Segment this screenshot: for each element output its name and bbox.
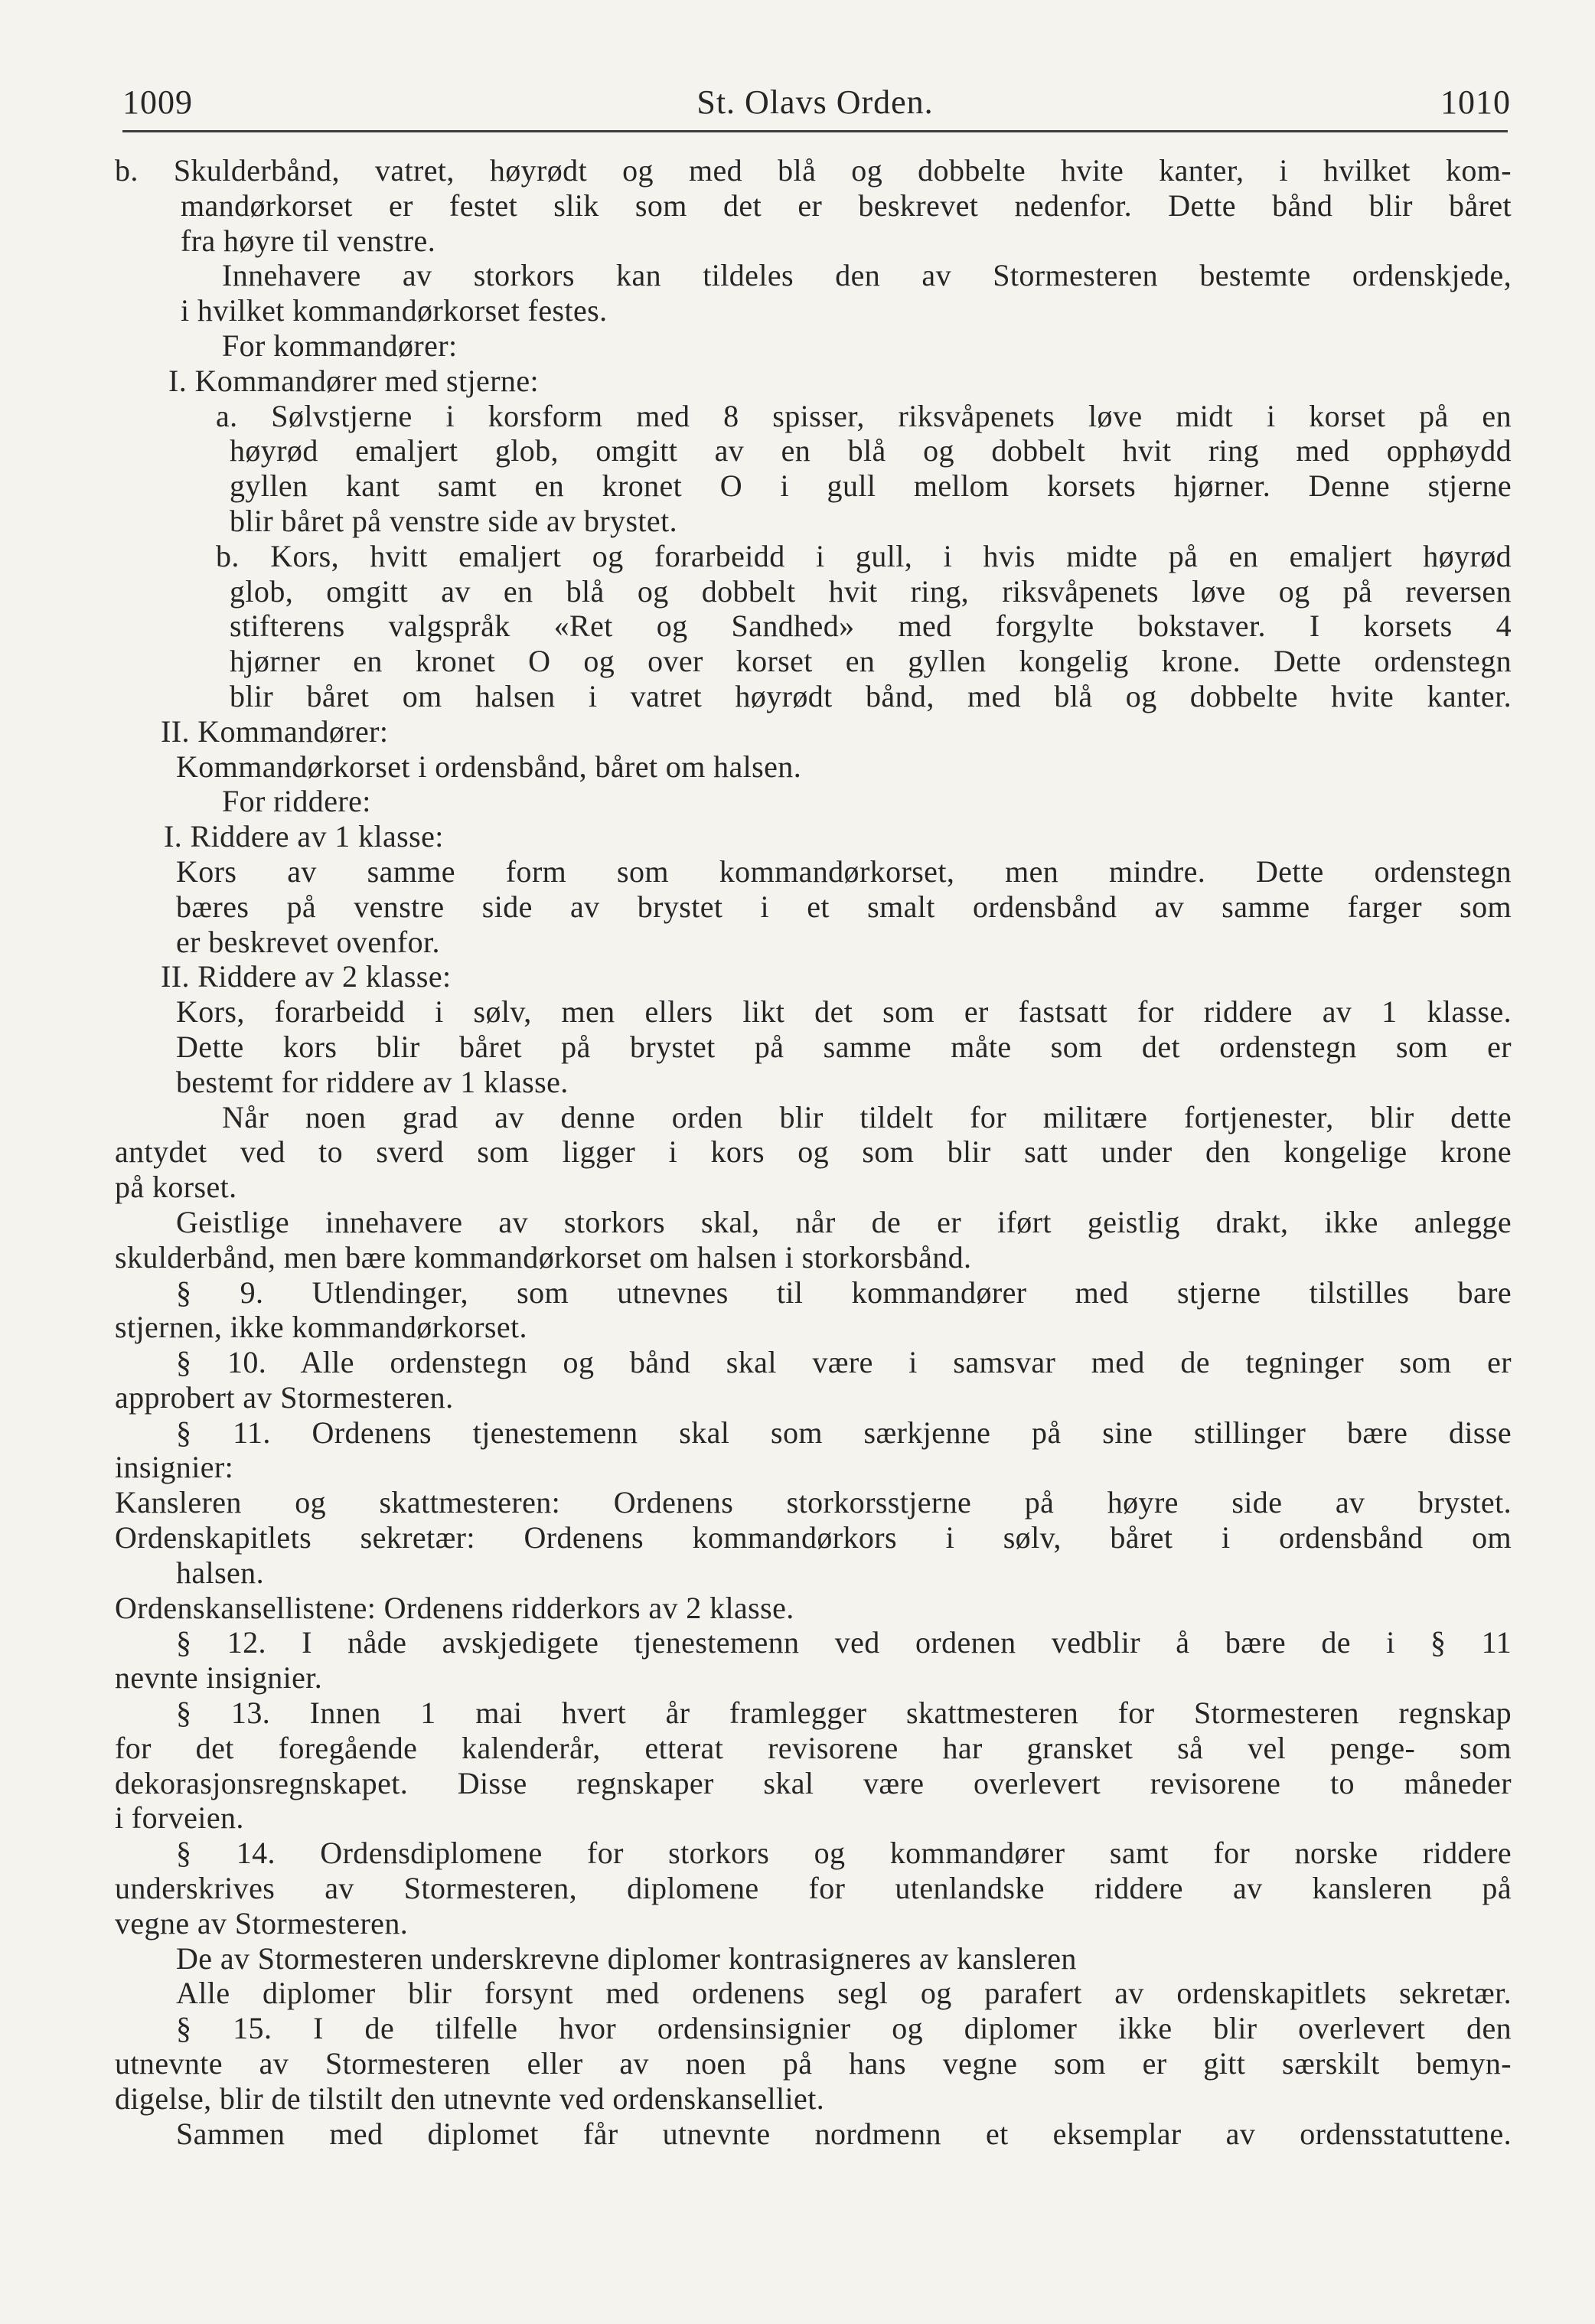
text-line: Innehavere av storkors kan tildeles den av Stormesteren bestemte ordenskjede,	[222, 258, 1512, 293]
header-rule	[122, 130, 1508, 132]
text-line: § 15. I de tilfelle hvor ordensinsignier og diplomer ikke blir overlevert den	[176, 2011, 1512, 2046]
text-line: For riddere:	[222, 784, 371, 819]
text-line: § 12. I nåde avskjedigete tjenestemenn ved ordenen vedblir å bære de i § 11	[176, 1625, 1512, 1660]
text-line: vegne av Stormesteren.	[115, 1905, 409, 1940]
text-line: Kommandørkorset i ordensbånd, båret om halsen.	[176, 749, 802, 784]
text-line: § 9. Utlendinger, som utnevnes til kommandører med stjerne tilstilles bare	[176, 1275, 1512, 1310]
text-line: mandørkorset er festet slik som det er beskrevet nedenfor. Dette bånd blir båret	[181, 188, 1512, 223]
text-line: Kors, forarbeidd i sølv, men ellers likt det som er fastsatt for riddere av 1 klasse.	[176, 994, 1512, 1030]
text-line: § 14. Ordensdiplomene for storkors og kommandører samt for norske riddere	[176, 1836, 1512, 1871]
page-number-left: 1009	[122, 83, 193, 121]
text-line: De av Stormesteren underskrevne diplomer kontrasigneres av kansleren	[176, 1940, 1077, 1976]
text-line: gyllen kant samt en kronet O i gull mellom korsets hjørner. Denne stjerne	[230, 468, 1512, 504]
text-line: stifterens valgspråk «Ret og Sandhed» med forgylte bokstaver. I korsets 4	[230, 609, 1512, 644]
text-line: underskrives av Stormesteren, diplomene for utenlandske riddere av kansleren på	[115, 1871, 1512, 1906]
text-line: blir båret på venstre side av brystet.	[230, 503, 678, 538]
text-line: II. Riddere av 2 klasse:	[161, 959, 452, 994]
text-line: dekorasjonsregnskapet. Disse regnskaper skal være overlevert revisorene to måneder	[115, 1765, 1512, 1800]
text-line: hjørner en kronet O og over korset en gyllen kongelig krone. Dette ordenstegn	[230, 644, 1512, 679]
running-title: St. Olavs Orden.	[696, 83, 934, 121]
text-line: i forveien.	[115, 1800, 244, 1836]
text-line: digelse, blir de tilstilt den utnevnte ved ordenskanselliet.	[115, 2081, 825, 2116]
text-line: b. Kors, hvitt emaljert og forarbeidd i gull, i hvis midte på en emaljert høyrød	[216, 538, 1512, 573]
text-line: a. Sølvstjerne i korsform med 8 spisser, riksvåpenets løve midt i korset på en	[216, 398, 1512, 433]
text-line: Geistlige innehavere av storkors skal, når de er iført geistlig drakt, ikke anlegge	[176, 1204, 1512, 1239]
text-line: bestemt for riddere av 1 klasse.	[176, 1064, 569, 1099]
text-line: Dette kors blir båret på brystet på samme måte som det ordenstegn som er	[176, 1029, 1512, 1064]
page-number-right: 1010	[1440, 83, 1511, 121]
text-line: § 11. Ordenens tjenestemenn skal som særkjenne på sine stillinger bære disse	[176, 1415, 1512, 1450]
text-line: for det foregående kalenderår, etterat revisorene har gransket så vel penge- som	[115, 1730, 1512, 1765]
text-line: Kansleren og skattmesteren: Ordenens storkorsstjerne på høyre side av brystet.	[115, 1485, 1512, 1520]
text-line: Sammen med diplomet får utnevnte nordmenn et eksemplar av ordensstatuttene.	[176, 2116, 1512, 2151]
text-line: fra høyre til venstre.	[181, 223, 436, 258]
text-line: glob, omgitt av en blå og dobbelt hvit ring, riksvåpenets løve og på reversen	[230, 573, 1512, 609]
text-line: Ordenskansellistene: Ordenens ridderkors av 2 klasse.	[115, 1590, 794, 1625]
text-line: I. Riddere av 1 klasse:	[164, 819, 444, 854]
text-line: Ordenskapitlets sekretær: Ordenens kommandørkors i sølv, båret i ordensbånd om	[115, 1520, 1512, 1555]
text-line: antydet ved to sverd som ligger i kors og som blir satt under den kongelige krone	[115, 1134, 1512, 1170]
text-line: Når noen grad av denne orden blir tildelt for militære fortjenester, blir dette	[222, 1099, 1512, 1134]
text-line: halsen.	[176, 1555, 264, 1590]
text-line: § 13. Innen 1 mai hvert år framlegger skattmesteren for Stormesteren regnskap	[176, 1696, 1512, 1731]
text-line: i hvilket kommandørkorset festes.	[181, 293, 608, 328]
text-line: stjernen, ikke kommandørkorset.	[115, 1310, 527, 1345]
text-line: bæres på venstre side av brystet i et smalt ordensbånd av samme farger som	[176, 889, 1512, 924]
body-text	[115, 153, 1512, 2151]
text-line: høyrød emaljert glob, omgitt av en blå og dobbelt hvit ring med opphøydd	[230, 433, 1512, 468]
text-line: b. Skulderbånd, vatret, høyrødt og med blå og dobbelte hvite kanter, i hvilket kom-	[115, 153, 1512, 188]
text-line: utnevnte av Stormesteren eller av noen på hans vegne som er gitt særskilt bemyn-	[115, 2046, 1512, 2081]
text-line: Kors av samme form som kommandørkorset, men mindre. Dette ordenstegn	[176, 854, 1512, 889]
text-line: II. Kommandører:	[161, 713, 389, 749]
text-line: skulderbånd, men bære kommandørkorset om halsen i storkorsbånd.	[115, 1239, 972, 1275]
text-line: på korset.	[115, 1170, 237, 1205]
text-line: § 10. Alle ordenstegn og bånd skal være i samsvar med de tegninger som er	[176, 1345, 1512, 1380]
text-line: insignier:	[115, 1450, 234, 1485]
text-line: For kommandører:	[222, 328, 458, 363]
text-line: I. Kommandører med stjerne:	[168, 363, 539, 398]
text-line: blir båret om halsen i vatret høyrødt bånd, med blå og dobbelte hvite kanter.	[230, 678, 1512, 713]
text-line: Alle diplomer blir forsynt med ordenens segl og parafert av ordenskapitlets sekretær.	[176, 1976, 1512, 2011]
text-line: er beskrevet ovenfor.	[176, 924, 440, 959]
page-header	[115, 75, 1515, 129]
text-line: nevnte insignier.	[115, 1660, 323, 1696]
text-line: approbert av Stormesteren.	[115, 1379, 454, 1415]
